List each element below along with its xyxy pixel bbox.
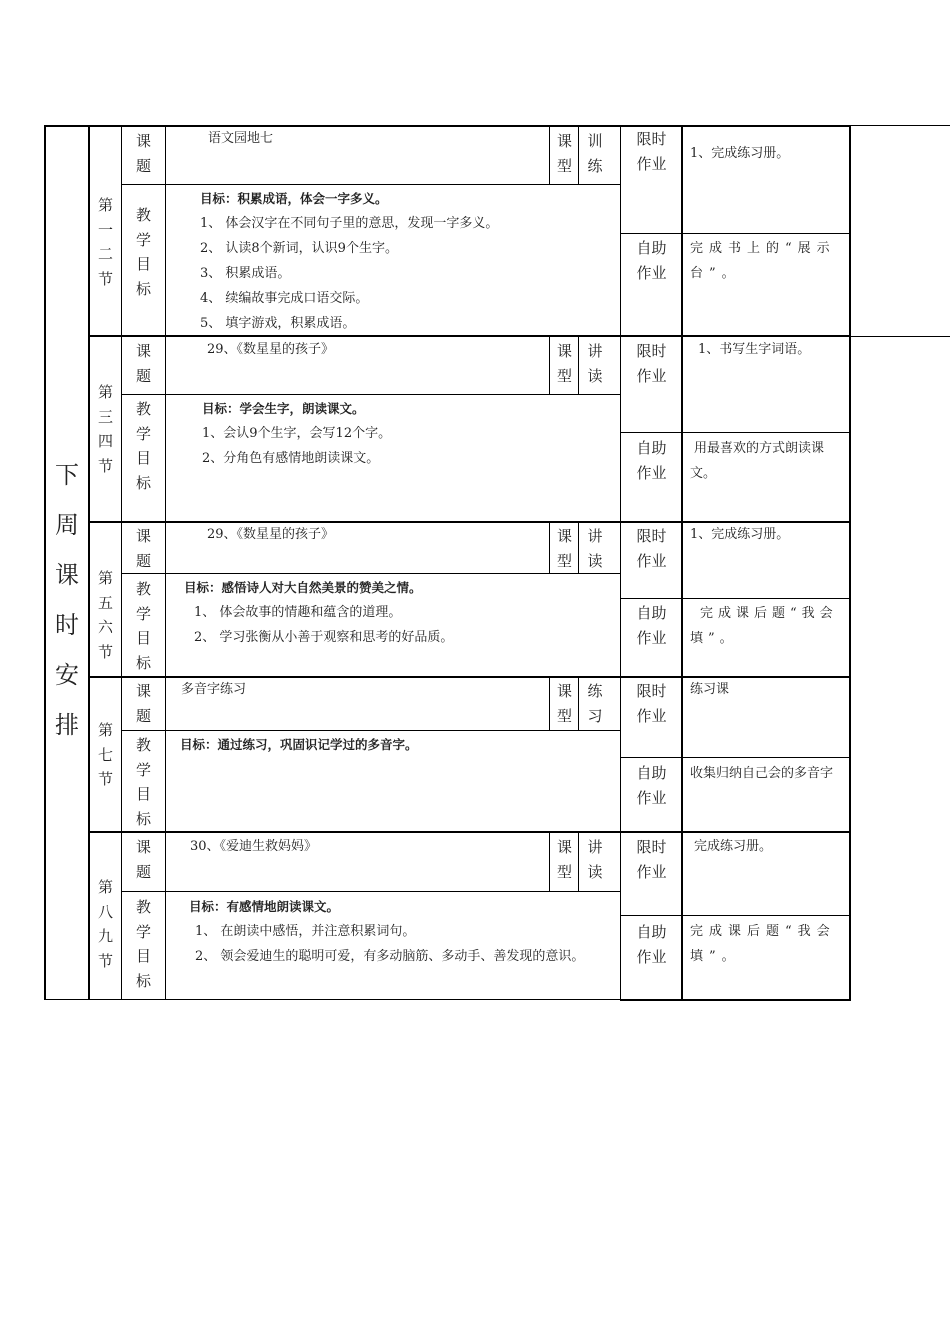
topic-label: 课 题 bbox=[135, 132, 151, 175]
lesson-type-label: 课 型 bbox=[556, 132, 572, 175]
goal-heading: 目标：有感情地朗读课文。 bbox=[189, 899, 340, 914]
self-homework-value: 用最喜欢的方式朗读课文。 bbox=[690, 441, 825, 481]
kexing-mid-4 bbox=[578, 678, 579, 730]
goal-block bbox=[180, 732, 610, 757]
kexing-mid-2 bbox=[578, 337, 579, 394]
goal-heading: 目标：通过练习，巩固识记学过的多音字。 bbox=[180, 737, 418, 752]
kexing-left-5 bbox=[549, 833, 550, 891]
section-separator-1-extension bbox=[850, 336, 950, 337]
goal-block bbox=[202, 396, 617, 471]
goal-item: 1、 体会故事的情趣和蕴含的道理。 bbox=[194, 605, 402, 620]
timed-homework-label: 限时 作业 bbox=[636, 130, 667, 173]
self-homework-label: 自助 作业 bbox=[636, 439, 667, 482]
topic-label: 课 题 bbox=[135, 682, 151, 725]
section-separator-4 bbox=[88, 831, 850, 833]
topic-value: 语文园地七 bbox=[208, 131, 274, 146]
table-top-extension bbox=[850, 125, 950, 126]
goal-item: 4、 续编故事完成口语交际。 bbox=[200, 291, 369, 306]
table-bottom-border bbox=[44, 999, 620, 1000]
teaching-goal-label: 教 学 目 标 bbox=[135, 580, 151, 672]
lesson-type-value: 讲 读 bbox=[587, 527, 603, 570]
kexing-mid-5 bbox=[578, 833, 579, 891]
lesson-type-label: 课 型 bbox=[556, 838, 572, 881]
kexing-mid-3 bbox=[578, 523, 579, 573]
homework-separator-5 bbox=[620, 915, 850, 916]
topic-value: 多音字练习 bbox=[181, 682, 247, 697]
timed-homework-value: 1、书写生字词语。 bbox=[698, 342, 811, 357]
timed-homework-value: 1、完成练习册。 bbox=[690, 527, 790, 542]
goal-item: 2、 领会爱迪生的聪明可爱，有多动脑筋、多动手、善发现的意识。 bbox=[195, 949, 585, 964]
goal-block bbox=[189, 894, 619, 969]
kexing-left-4 bbox=[549, 678, 550, 730]
self-homework-label: 自助 作业 bbox=[636, 604, 667, 647]
homework-left-divider bbox=[620, 127, 621, 1001]
goal-heading: 目标：学会生字，朗读课文。 bbox=[202, 401, 365, 416]
teaching-goal-label: 教 学 目 标 bbox=[135, 898, 151, 990]
goal-item: 2、分角色有感情地朗读课文。 bbox=[202, 451, 380, 466]
teaching-goal-label: 教 学 目 标 bbox=[135, 400, 151, 492]
goal-item: 3、 积累成语。 bbox=[200, 266, 291, 281]
period-label: 第 七 节 bbox=[97, 721, 113, 789]
lesson-type-label: 课 型 bbox=[556, 682, 572, 725]
goal-item: 5、 填字游戏，积累成语。 bbox=[200, 316, 356, 331]
goal-item: 1、 在朗读中感悟，并注意积累词句。 bbox=[195, 924, 416, 939]
kexing-mid-1 bbox=[578, 127, 579, 184]
period-label: 第 八 九 节 bbox=[97, 878, 113, 970]
goal-block bbox=[184, 575, 614, 650]
period-label: 第 五 六 节 bbox=[97, 569, 113, 661]
self-homework-value: 收集归纳自己会的多音字 bbox=[690, 766, 834, 781]
topic-label: 课 题 bbox=[135, 342, 151, 385]
goal-item: 1、 体会汉字在不同句子里的意思，发现一字多义。 bbox=[200, 216, 499, 231]
lesson-type-label: 课 型 bbox=[556, 342, 572, 385]
timed-homework-label: 限时 作业 bbox=[636, 838, 667, 881]
timed-homework-label: 限时 作业 bbox=[636, 682, 667, 725]
kexing-left-3 bbox=[549, 523, 550, 573]
table-right-border bbox=[849, 125, 851, 1001]
topic-label: 课 题 bbox=[135, 527, 151, 570]
self-homework-label: 自助 作业 bbox=[636, 923, 667, 966]
topic-value: 29、《数星星的孩子》 bbox=[207, 342, 335, 357]
goal-heading: 目标：感悟诗人对大自然美景的赞美之情。 bbox=[184, 580, 422, 595]
lesson-type-label: 课 型 bbox=[556, 527, 572, 570]
timed-homework-value: 完成练习册。 bbox=[694, 839, 773, 854]
homework-separator-3 bbox=[620, 598, 850, 599]
kexing-left-2 bbox=[549, 337, 550, 394]
period-label: 第 三 四 节 bbox=[97, 383, 113, 475]
kexing-left-1 bbox=[549, 127, 550, 184]
goal-block bbox=[200, 186, 615, 336]
timed-homework-label: 限时 作业 bbox=[636, 527, 667, 570]
label-divider bbox=[165, 127, 166, 1000]
topic-label: 课 题 bbox=[135, 838, 151, 881]
lesson-type-value: 讲 读 bbox=[587, 838, 603, 881]
topic-separator-2 bbox=[121, 394, 620, 395]
lesson-type-value: 训 练 bbox=[587, 132, 603, 175]
goal-item: 2、 认读8个新词，认识9个生字。 bbox=[200, 241, 398, 256]
homework-separator-2 bbox=[620, 432, 850, 433]
lesson-type-value: 练 习 bbox=[587, 682, 603, 725]
timed-homework-value: 1、完成练习册。 bbox=[690, 146, 790, 161]
topic-value: 30、《爱迪生救妈妈》 bbox=[190, 839, 318, 854]
goal-item: 1、会认9个生字，会写12个字。 bbox=[202, 426, 392, 441]
teaching-goal-label: 教 学 目 标 bbox=[135, 736, 151, 828]
homework-label-divider bbox=[681, 127, 683, 1001]
self-homework-label: 自助 作业 bbox=[636, 764, 667, 807]
self-homework-value: 完成课后题“我会填”。 bbox=[690, 606, 838, 646]
topic-separator-4 bbox=[121, 730, 620, 731]
teaching-goal-label: 教 学 目 标 bbox=[135, 206, 151, 298]
topic-separator-1 bbox=[121, 184, 620, 185]
topic-separator-3 bbox=[121, 573, 620, 574]
goal-heading: 目标：积累成语，体会一字多义。 bbox=[200, 191, 388, 206]
homework-separator-1 bbox=[620, 233, 850, 234]
timed-homework-label: 限时 作业 bbox=[636, 342, 667, 385]
homework-bottom-border bbox=[620, 999, 850, 1001]
period-label: 第 一 二 节 bbox=[97, 196, 113, 288]
topic-value: 29、《数星星的孩子》 bbox=[207, 527, 335, 542]
timed-homework-value: 练习课 bbox=[690, 682, 730, 697]
topic-separator-5 bbox=[121, 891, 620, 892]
self-homework-value: 完成课后题“我会填”。 bbox=[690, 924, 836, 964]
self-homework-value: 完成书上的“展示台”。 bbox=[690, 241, 836, 281]
goal-item: 2、 学习张衡从小善于观察和思考的好品质。 bbox=[194, 630, 454, 645]
outer-label: 下 周 课 时 安 排 bbox=[55, 461, 79, 739]
homework-separator-4 bbox=[620, 757, 850, 758]
self-homework-label: 自助 作业 bbox=[636, 239, 667, 282]
lesson-type-value: 讲 读 bbox=[587, 342, 603, 385]
